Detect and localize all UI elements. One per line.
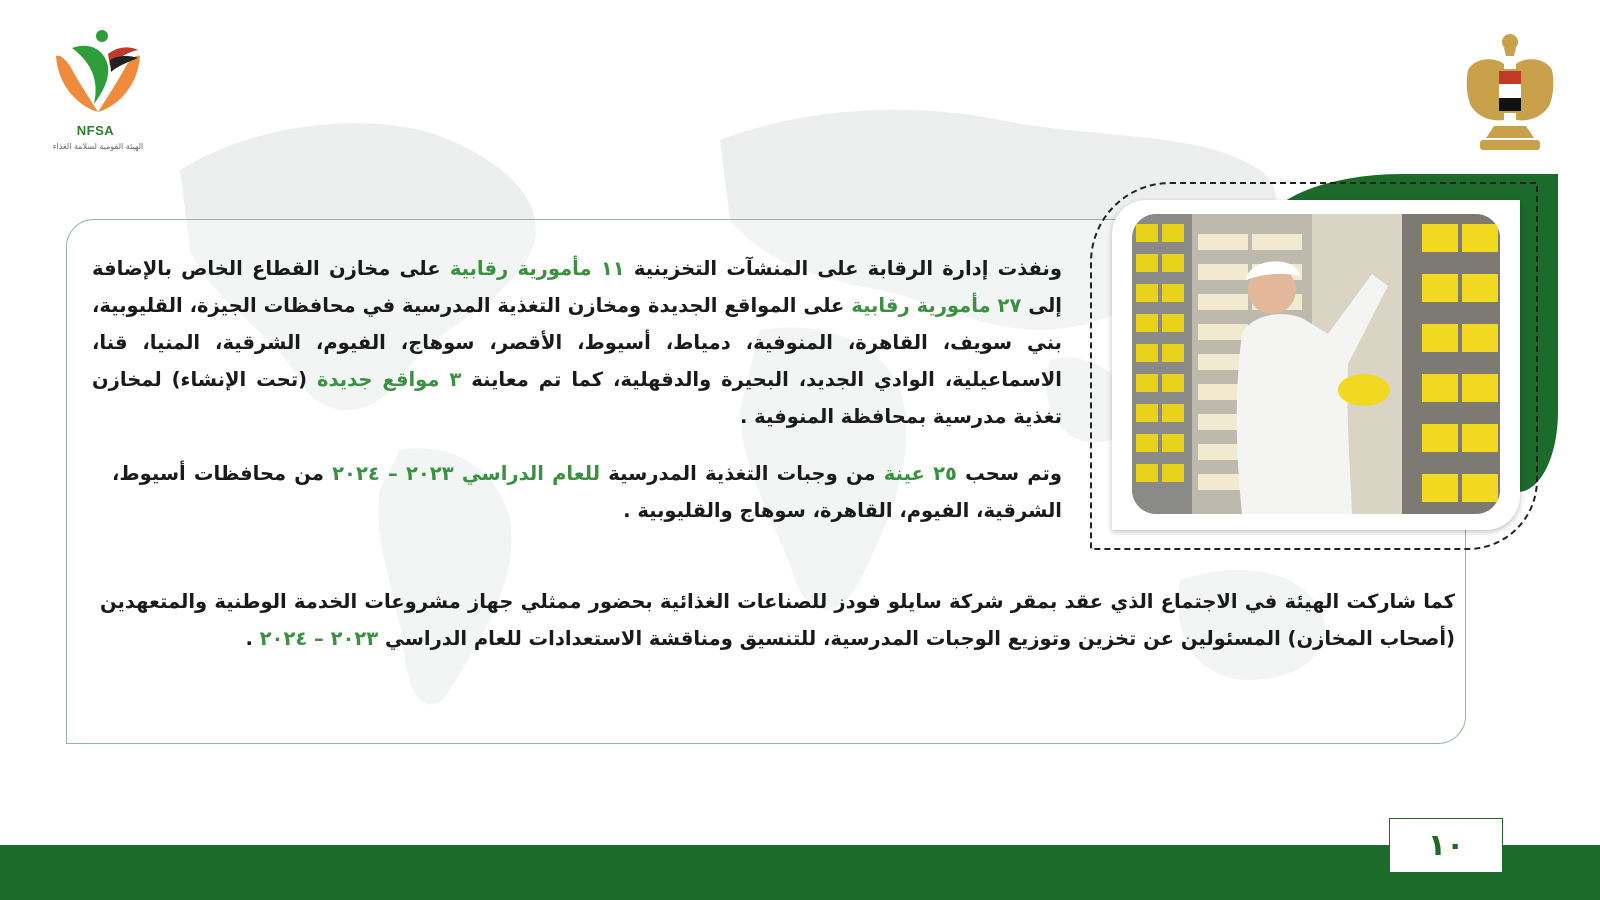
footer-bar: [0, 845, 1600, 900]
nfsa-abbreviation: NFSA: [76, 123, 115, 138]
highlight-samples-25: ٢٥ عينة: [883, 462, 957, 485]
highlight-new-sites-3: ٣ مواقع جديدة: [317, 368, 462, 391]
egypt-eagle-emblem-icon: [1464, 30, 1556, 155]
paragraph-storage-inspections: ونفذت إدارة الرقابة على المنشآت التخزينية ١١ مأمورية رقابية على مخازن القطاع الخاص بالإضافة إلى ٢٧ مأمورية رقابية على المواقع الجديدة ومخازن التغذية المدرسية في محافظات الجيزة، القليوبية، بني سويف، القاهرة، المنوفية، دمياط، أسيوط، الأقصر، سوهاج، الفيوم، الشرقية، المنيا، قنا، الاسماعيلية، الوادي الجديد، البحيرة والدقهلية، كما تم معاينة ٣ مواقع جديدة (تحت الإنشاء) لمخازن تغذية مدرسية بمحافظة المنوفية .: [92, 257, 1062, 428]
highlight-school-year-2: ٢٠٢٣ – ٢٠٢٤: [259, 627, 379, 650]
highlight-missions-27: ٢٧ مأمورية رقابية: [851, 294, 1022, 317]
nfsa-logo: [38, 26, 158, 166]
paragraph-samples: وتم سحب ٢٥ عينة من وجبات التغذية المدرسية للعام الدراسي ٢٠٢٣ – ٢٠٢٤ من محافظات أسيوط، الشرقية، الفيوم، القاهرة، سوهاج والقليوبية .: [112, 462, 1062, 522]
photo-frame: [1112, 200, 1520, 530]
paragraph-meeting: كما شاركت الهيئة في الاجتماع الذي عقد بمقر شركة سايلو فودز للصناعات الغذائية بحضور ممثلي جهاز مشروعات الخدمة الوطنية والمتعهدين (أصحاب المخازن) المسئولين عن تخزين وتوزيع الوجبات المدرسية، للتنسيق ومناقشة الاستعدادات للعام الدراسي ٢٠٢٣ – ٢٠٢٤ .: [100, 590, 1455, 650]
warehouse-worker-cheese-shelves-photo: [1132, 214, 1500, 514]
page-number: ١٠: [1389, 818, 1503, 873]
highlight-school-year: للعام الدراسي ٢٠٢٣ – ٢٠٢٤: [332, 462, 601, 485]
nfsa-arabic-name: الهيئة القومية لسلامة الغذاء: [52, 142, 144, 151]
nfsa-hands-icon: [48, 26, 148, 122]
highlight-missions-11: ١١ مأمورية رقابية: [449, 257, 625, 280]
